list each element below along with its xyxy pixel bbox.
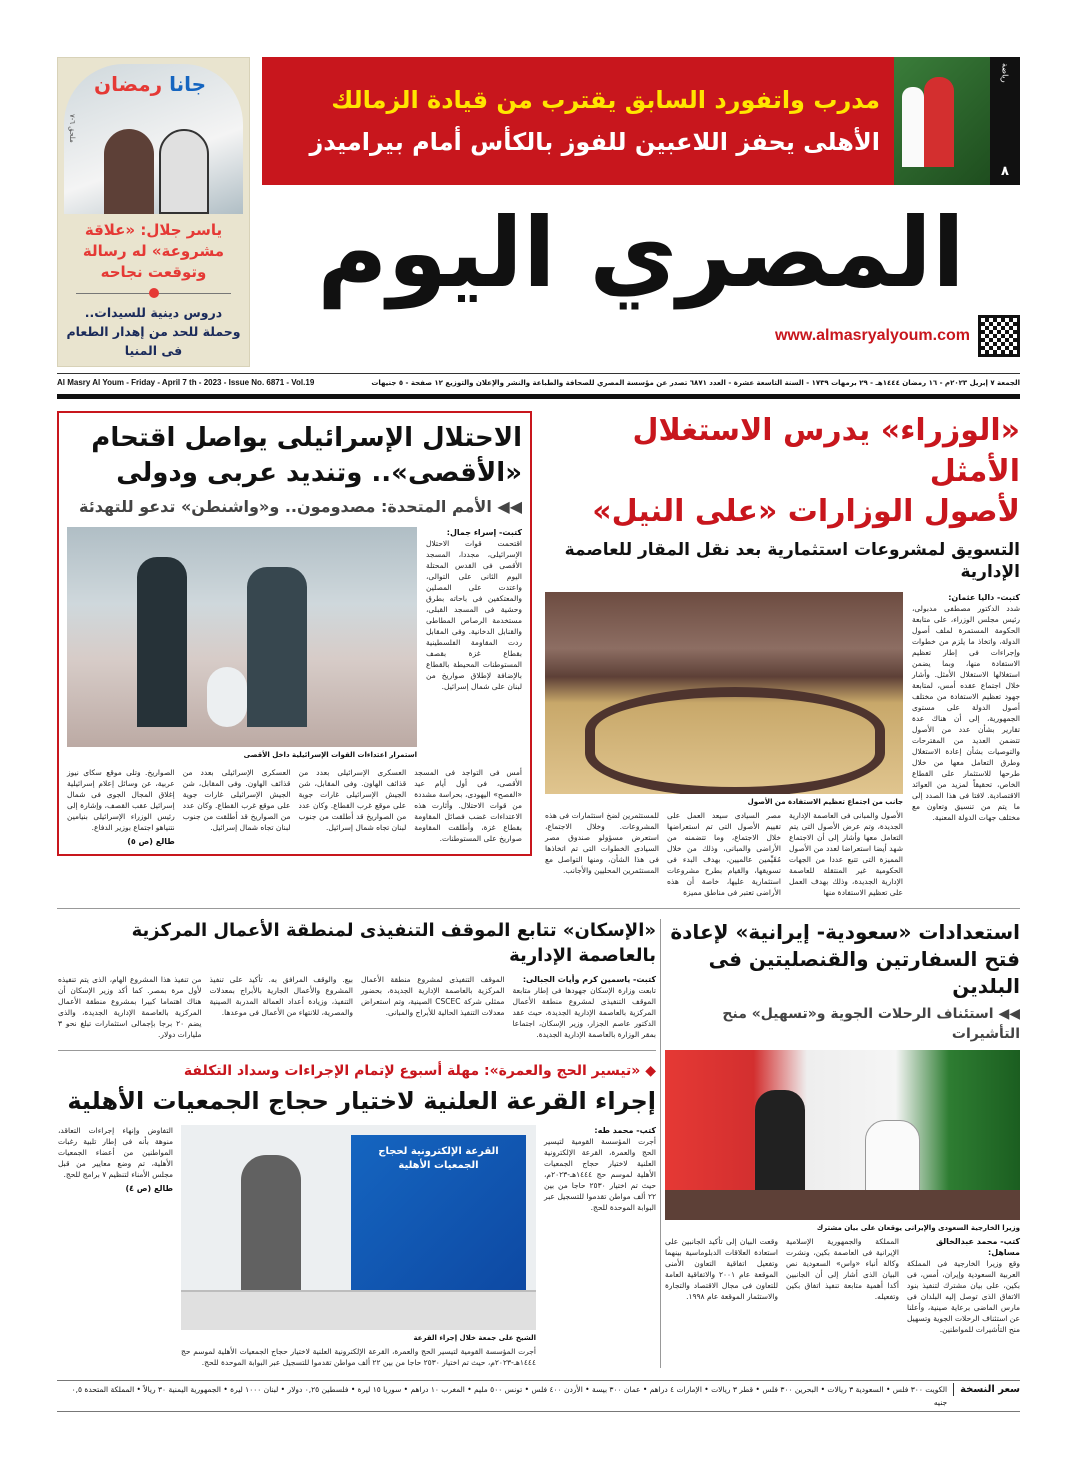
issue-info-line <box>57 373 1020 392</box>
page-number: ٨ <box>1001 164 1009 179</box>
byline: كتبت- داليا عثمان: <box>948 593 1020 603</box>
qr-code-icon[interactable] <box>978 315 1020 357</box>
hajj-kicker: ◆ «تيسير الحج والعمرة»: مهلة أسبوع لإتمام الإجراءات وسداد التكلفة <box>183 1062 656 1079</box>
hajj-story[interactable] <box>58 1061 656 1368</box>
aqsa-clashes-photo <box>67 527 417 747</box>
article-column: مصر السيادى سيعد العمل على تقييم الأصول التى تم استعراضها خلال الاجتماع، وما تتضمنه من الأراضى والمبانى، وذلك من خلال مُقَيِّمين عالميين، بهدف البدء فى تسويقها، والقيام بطرح مشروعات استثمارية عليها، خاصة أن هذه الأراضى تعتبر فى مناطق مميزة <box>667 811 781 898</box>
article-column: الموقف التنفيذى لمشروع منطقة الأعمال المركزية بالعاصمة الإدارية الجديدة، بحضور ممثلى شركة CSCEC الصينية، وتم استعراض معدلات التنفيذ الحالية للأبراج والمبانى. <box>361 974 505 1017</box>
photo-caption: وزيرا الخارجية السعودى والإيرانى يوقعان على بيان مشترك <box>816 1224 1020 1233</box>
headline-line-1: «الوزراء» يدرس الاستغلال الأمثل <box>632 413 1020 489</box>
website-row <box>262 315 1020 357</box>
sports-headlines <box>262 57 894 185</box>
left-column-stories <box>58 919 656 1368</box>
supplement-pages: ملحق ٦-٧ <box>68 114 76 143</box>
article-column: العسكرى الإسرائيلى بعدد من قذائف الهاون. وفى المقابل، شن الجيش الإسرائيلى غارات جوية على موقع غرب القطاع. وكان عدد من الصواريخ قد أطلقت من جنوب لبنان تجاه شمال إسرائيل. <box>182 768 291 833</box>
issue-info-english: Al Masry Al Youm - Friday - April 7 th - 2023 - Issue No. 6871 - Vol.19 <box>57 378 315 387</box>
article-column: العسكرى الإسرائيلى بعدد من قذائف الهاون. وفى المقابل، شن الجيش الإسرائيلى غارات جوية على موقع غرب القطاع. وكان عدد من الصواريخ قد أطلقت من جنوب لبنان تجاه شمال إسرائيل. <box>298 768 407 833</box>
masthead-area <box>262 57 1020 357</box>
photo-caption: استمرار اعتداءات القوات الإسرائيلية داخل الأقصى <box>243 751 417 760</box>
continued-link[interactable]: طالع (ص ٥) <box>127 837 175 847</box>
person-figure <box>104 129 154 214</box>
article-column: أجرت المؤسسة القومية لتيسير الحج والعمرة، القرعة الإلكترونية العلنية لاختيار حجاج الجمعيات الأهلية لموسم حج ١٤٤٤هـ-٢٠٢٣م، حيث تم اختيار ٢٥٣٠ حاجا من بين ٢٢ ألف مواطن تقدموا للتسجيل عبر البوابة الموحدة للحج. <box>544 1137 657 1213</box>
price-label: سعر النسخة <box>953 1383 1020 1396</box>
article-column: للمستثمرين لضخ استثمارات فى هذه المشروعات. وخلال الاجتماع، استعرض مسؤولو صندوق مصر السيادى الخطوات التى تم اتخاذها فى هذا الشأن، ومنها التواصل مع المستثمرين المحليين والأجانب. <box>545 811 659 876</box>
article-column: تابعت وزارة الإسكان جهودها فى إطار متابعة الموقف التنفيذى لمشروع منطقة الأعمال المركزية بالعاصمة الإدارية الجديدة، حيث عقد الدكتور عاصم الجزار، وزير الإسكان، اجتماعا بمقر الوزارة بالعاصمة الإدارية الجديدة. <box>512 985 656 1039</box>
cabinet-meeting-photo <box>545 592 903 794</box>
lead-stories-row <box>57 411 1020 898</box>
star-ornament-icon <box>149 288 159 298</box>
subheadline: التسويق لمشروعات استثمارية بعد نقل المقار للعاصمة الإدارية <box>564 539 1020 583</box>
article-column: من تنفيذ هذا المشروع الهام، الذى يتم تنفيذه لأول مرة بمصر. كما أكد وزير الإسكان أن هناك اهتماما كبيرا بمشروع منطقة الأعمال المركزية بالعاصمة الإدارية الجديدة، والذى يضم ٢٠ برجا بإجمالى استثمارات تبلغ نحو ٣ مليارات دولار. <box>58 974 202 1039</box>
article-column: بيع. والوقف المرافق به. تأكيد على تنفيذ المشروع والأعمال الجارية بالأبراج بمعدلات التنفيذ، وزيادة أعداد العمالة المدربة الصينية والمصرية، للانتهاء من الأعمال فى موعدها. <box>209 974 353 1017</box>
subheadline: ◀◀ الأمم المتحدة: مصدومون.. و«واشنطن» تدعو للتهدئة <box>79 497 522 517</box>
price-list: الكويت ٣٠٠ فلس • السعودية ٣ ريالات • البحرين ٣٠٠ فلس • قطر ٣ ريالات • الإمارات ٤ دراهم • عمان ٣٠٠ بيسة • الأردن ٤٠٠ فلس • تونس ٥٠٠ مليم • المغرب ١٠ دراهم • سوريا ١٥ ليرة • فلسطين ٠,٢٥ دولار • لبنان ١٠٠٠ ليرة • الجمهورية اليمنية ٣٠ ريالاً • المملكة المتحدة ٠,٥ جنيه <box>71 1385 948 1408</box>
foreign-ministers-photo <box>665 1050 1020 1220</box>
column-divider <box>660 919 661 1368</box>
photo-caption: الشيخ على جمعة خلال إجراء القرعة <box>413 1334 536 1343</box>
section-label: رياضة <box>1000 63 1010 83</box>
ramadan-logo: جانا رمضان <box>94 72 207 96</box>
website-link[interactable]: www.almasryalyoum.com <box>774 327 970 344</box>
person-figure <box>159 129 209 214</box>
headline-line-1: الاحتلال الإسرائيلى يواصل اقتحام <box>91 423 522 453</box>
sports-headline-1: مدرب واتفورد السابق يقترب من قيادة الزمالك <box>331 86 880 114</box>
photo-caption: جانب من اجتماع تعظيم الاستفادة من الأصول <box>747 798 903 807</box>
article-column: وقعت البيان إلى تأكيد الجانبين على استعادة العلاقات الدبلوماسية بينهما وتفعيل اتفاقية التعاون الأمنى الموقعة عام ٢٠٠١ والاتفاقية العامة للتعاون فى مجال الاقتصاد والتجارة والاستثمار الموقعة عام ١٩٩٨. <box>665 1237 778 1302</box>
hajj-lottery-photo <box>181 1125 536 1330</box>
ramadan-supplement-teaser[interactable] <box>57 57 250 367</box>
article-column: المملكة والجمهورية الإسلامية الإيرانية فى العاصمة بكين، ونشرت وكالة أنباء «واس» السعودية نص البيان الذى أشار إلى أن الجانبين أكدا أهمية متابعة تنفيذ اتفاق بكين وتفعيله. <box>786 1237 899 1302</box>
headline-line-2: لأصول الوزارات «على النيل» <box>592 494 1020 529</box>
newspaper-logo: المصري اليوم <box>317 197 965 309</box>
football-photo <box>894 57 990 185</box>
byline: كتب- محمد طه: <box>594 1126 656 1136</box>
masthead-rule <box>57 394 1020 399</box>
aqsa-story[interactable] <box>57 411 532 856</box>
sports-section-strip <box>990 57 1020 185</box>
divider <box>76 287 231 299</box>
lottery-poster: القرعة الإلكترونية لحجاج الجمعيات الأهلية <box>351 1135 526 1315</box>
top-section <box>57 57 1020 367</box>
divider <box>58 1050 656 1051</box>
supplement-subheadline: دروس دينية للسيدات.. وحملة للحد من إهدار الطعام فى المنيا <box>66 305 241 358</box>
sports-banner[interactable] <box>262 57 1020 185</box>
byline: كتب- محمد عبدالخالق مساهل: <box>935 1237 1020 1258</box>
issue-info-arabic: الجمعة ٧ إبريل ٢٠٢٣م - ١٦ رمضان ١٤٤٤هـ - ٢٩ برمهات ١٧٣٩ - السنة التاسعة عشرة - العدد ٦٨٧١ تصدر عن مؤسسة المصري للصحافة والطباعة والنشر والإعلان والتوزيع ١٢ صفحة - ٥ جنيهات <box>371 379 1020 387</box>
supplement-photo <box>64 64 243 214</box>
article-column: وقع وزيرا الخارجية فى المملكة العربية السعودية وإيران، أمس، فى بكين، على بيان مشترك لتنفيذ بنود الاتفاق الذى توصل إليه البلدان فى مارس الماضى برعاية صينية، وأعلنا عن استئناف الرحلات الجوية وتسهيل منح التأشيرات للمواطنين. <box>907 1259 1020 1335</box>
article-column: أمس فى التواجد فى المسجد الأقصى، فى أول أيام عيد «الفصح» اليهودى، بحراسة مشددة من قوات الاحتلال. وأثارت هذه الاعتداءات غضب فصائل المقاومة بقطاع غزة، وأطلقت المقاومة صواريخ على المستوطنات. <box>414 768 522 844</box>
secondary-stories-row <box>57 919 1020 1368</box>
headline: «الإسكان» تتابع الموقف التنفيذى لمنطقة الأعمال المركزية بالعاصمة الإدارية <box>131 920 656 966</box>
price-footer <box>57 1380 1020 1412</box>
headline: إجراء القرعة العلنية لاختيار حجاج الجمعيات الأهلية <box>67 1086 656 1115</box>
article-column: أجرت المؤسسة القومية لتيسير الحج والعمرة، القرعة الإلكترونية العلنية لاختيار حجاج الجمعيات الأهلية لموسم حج ١٤٤٤هـ-٢٠٢٣م، حيث تم اختيار ٢٥٣٠ حاجا من بين ٢٢ ألف مواطن تقدموا للتسجيل عبر البوابة الموحدة للحج. <box>181 1347 536 1368</box>
saudi-iran-story[interactable] <box>665 919 1020 1335</box>
headline-line-1: استعدادات «سعودية- إيرانية» لإعادة <box>670 920 1020 945</box>
diamond-icon: ◆ <box>640 1062 656 1079</box>
headline-line-2: فتح السفارتين والقنصليتين فى البلدين <box>708 947 1020 999</box>
byline: كتبت- إسراء جمال: <box>446 528 522 538</box>
subheadline: ◀◀ استئناف الرحلات الجوية و«تسهيل» منح التأشيرات <box>722 1006 1020 1043</box>
article-column: اقتحمت قوات الاحتلال الإسرائيلى، مجددا، المسجد الأقصى فى القدس المحتلة اليوم الثانى على التوالى، واعتدت على المصلين والمعتكفين فى باحاته بطرق وحشية فى المسجد القبلى، مستخدمة الرصاص المطاطى والقنابل الدخانية. وفى المقابل ردت المقاومة الفلسطينية بقطاع غزة بقصف المستوطنات المحيطة بالقطاع بالإضافة لإطلاق صواريخ من لبنان على شمال إسرائيل. <box>426 539 522 692</box>
continued-link[interactable]: طالع (ص ٤) <box>125 1184 173 1194</box>
arrow-icon: ◀◀ <box>491 497 522 517</box>
housing-story[interactable] <box>58 919 656 1040</box>
supplement-headline: ياسر جلال: «علاقة مشروعة» له رسالة وتوقعت نجاحه <box>82 221 225 281</box>
article-column: شدد الدكتور مصطفى مدبولى، رئيس مجلس الوزراء، على متابعة الحكومة المستمرة لملف أصول الدولة، واتخاذ ما يلزم من خطوات وإجراءات فى إطار تعظيم الاستفادة منها، وبما يضمن استغلالها الاستغلال الأمثل. وأشار خلال اجتماع عقده أمس، لمتابعة جهود تعظيم الاستفادة من مختلف أصول الدولة على مستوى الجمهورية، إلى أن هناك عدة تقارير بشأن عدد من الأصول تتضمن العديد من المقترحات والتوصيات بشأن إعادة الاستغلال وطرق التعامل معها من خلال طرحها للاستثمار على القطاع الخاص، تحقيقاً لمزيد من العوائد الاقتصادية. لافتا فى هذا الصدد إلى ما يتم من تنسيق وتعاون مع مختلف جهات الدولة المعنية. <box>912 604 1020 823</box>
arrow-icon: ◀◀ <box>993 1006 1020 1023</box>
ministers-story[interactable] <box>545 411 1020 898</box>
byline: كتبت- ياسمين كرم وأيات الجبالى: <box>522 974 656 984</box>
divider <box>57 908 1020 909</box>
article-column: الأصول والمبانى فى العاصمة الإدارية الجديدة، وتم عرض الأصول التى يتم التعامل معها وأشار إلى أن الاجتماع شهد أيضا استعراضا لعدد من الأصول المميزة التى تتبع عددا من الجهات الحكومية غير المنتقلة للعاصمة الإدارية الجديدة، وذلك بهدف العمل على تعظيم الاستفادة منها <box>789 811 903 898</box>
sports-headline-2: الأهلى يحفز اللاعبين للفوز بالكأس أمام بيراميدز <box>309 128 880 156</box>
article-column: التفاوض وإنهاء إجراءات التعاقد، منوهة بأنه فى إطار تلبية رغبات المواطنين من أعضاء الجمعيات الأهلية، تم وضع معايير من قبل مجلس الأمناء لتنظيم ٧ برامج للحج. <box>58 1126 173 1180</box>
headline-line-2: «الأقصى».. وتنديد عربى ودولى <box>116 458 522 489</box>
article-column: الصواريخ. وتلى موقع سكاى نيوز عربية، عن وسائل إعلام إسرائيلية إغلاق المجال الجوى فى شمال إسرائيل عقب القصف، وإشارة إلى رئيس الوزراء الإسرائيلى بنيامين نتنياهو اجتماع بوزير الدفاع. <box>67 768 175 833</box>
